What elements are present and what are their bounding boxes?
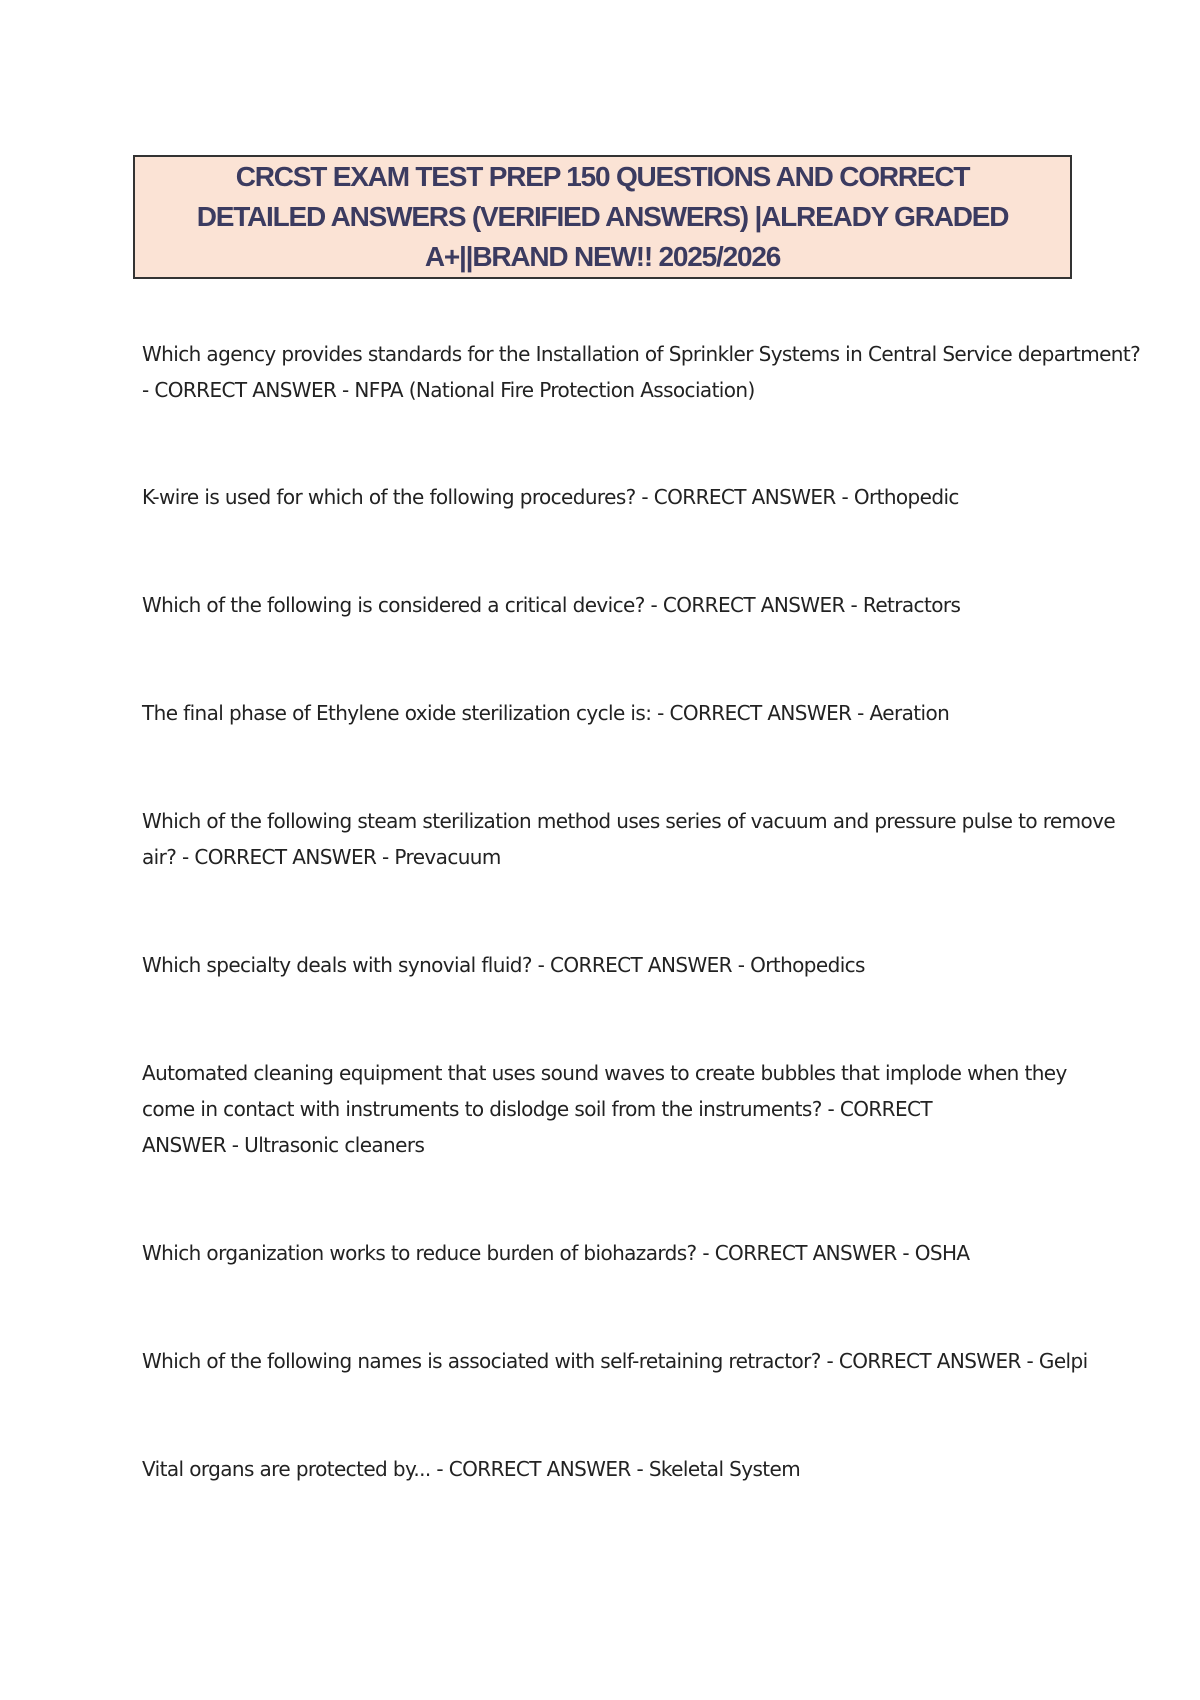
qa-line: ANSWER - Ultrasonic cleaners bbox=[142, 1133, 425, 1157]
qa-line: - CORRECT ANSWER - NFPA (National Fire Protection Association) bbox=[142, 378, 755, 402]
qa-line: Automated cleaning equipment that uses sound waves to create bubbles that implode when they bbox=[142, 1061, 1067, 1085]
qa-line: The final phase of Ethylene oxide sterilization cycle is: - CORRECT ANSWER - Aeration bbox=[142, 701, 950, 725]
title-line-3: A+||BRAND NEW!! 2025/2026 bbox=[424, 241, 781, 272]
title-line-2: DETAILED ANSWERS (VERIFIED ANSWERS) |ALREADY GRADED bbox=[196, 201, 1009, 232]
qa-item-5 bbox=[142, 803, 1116, 875]
qa-item-6 bbox=[142, 947, 1102, 983]
qa-line: Which agency provides standards for the Installation of Sprinkler Systems in Central Service department? bbox=[142, 342, 1141, 366]
qa-item-7 bbox=[142, 1055, 1102, 1163]
qa-item-2 bbox=[142, 479, 1102, 515]
qa-item-3 bbox=[142, 587, 1102, 623]
qa-line: Which of the following is considered a critical device? - CORRECT ANSWER - Retractors bbox=[142, 593, 961, 617]
qa-line: Which organization works to reduce burden of biohazards? - CORRECT ANSWER - OSHA bbox=[142, 1241, 970, 1265]
title-line-1: CRCST EXAM TEST PREP 150 QUESTIONS AND CORRECT bbox=[235, 161, 970, 192]
qa-line: K-wire is used for which of the following procedures? - CORRECT ANSWER - Orthopedic bbox=[142, 485, 959, 509]
qa-line: air? - CORRECT ANSWER - Prevacuum bbox=[142, 845, 501, 869]
qa-item-1 bbox=[142, 336, 1141, 408]
qa-item-10 bbox=[142, 1451, 1102, 1487]
qa-line: Which of the following names is associated with self-retaining retractor? - CORRECT ANSWER - Gelpi bbox=[142, 1349, 1088, 1373]
qa-item-8 bbox=[142, 1235, 1102, 1271]
qa-line: Vital organs are protected by... - CORRECT ANSWER - Skeletal System bbox=[142, 1457, 801, 1481]
qa-line: come in contact with instruments to dislodge soil from the instruments? - CORRECT bbox=[142, 1097, 932, 1121]
qa-line: Which specialty deals with synovial fluid? - CORRECT ANSWER - Orthopedics bbox=[142, 953, 865, 977]
qa-item-4 bbox=[142, 695, 1102, 731]
qa-line: Which of the following steam sterilization method uses series of vacuum and pressure pulse to remove bbox=[142, 809, 1116, 833]
title-banner bbox=[133, 155, 1072, 279]
qa-item-9 bbox=[142, 1343, 1102, 1379]
